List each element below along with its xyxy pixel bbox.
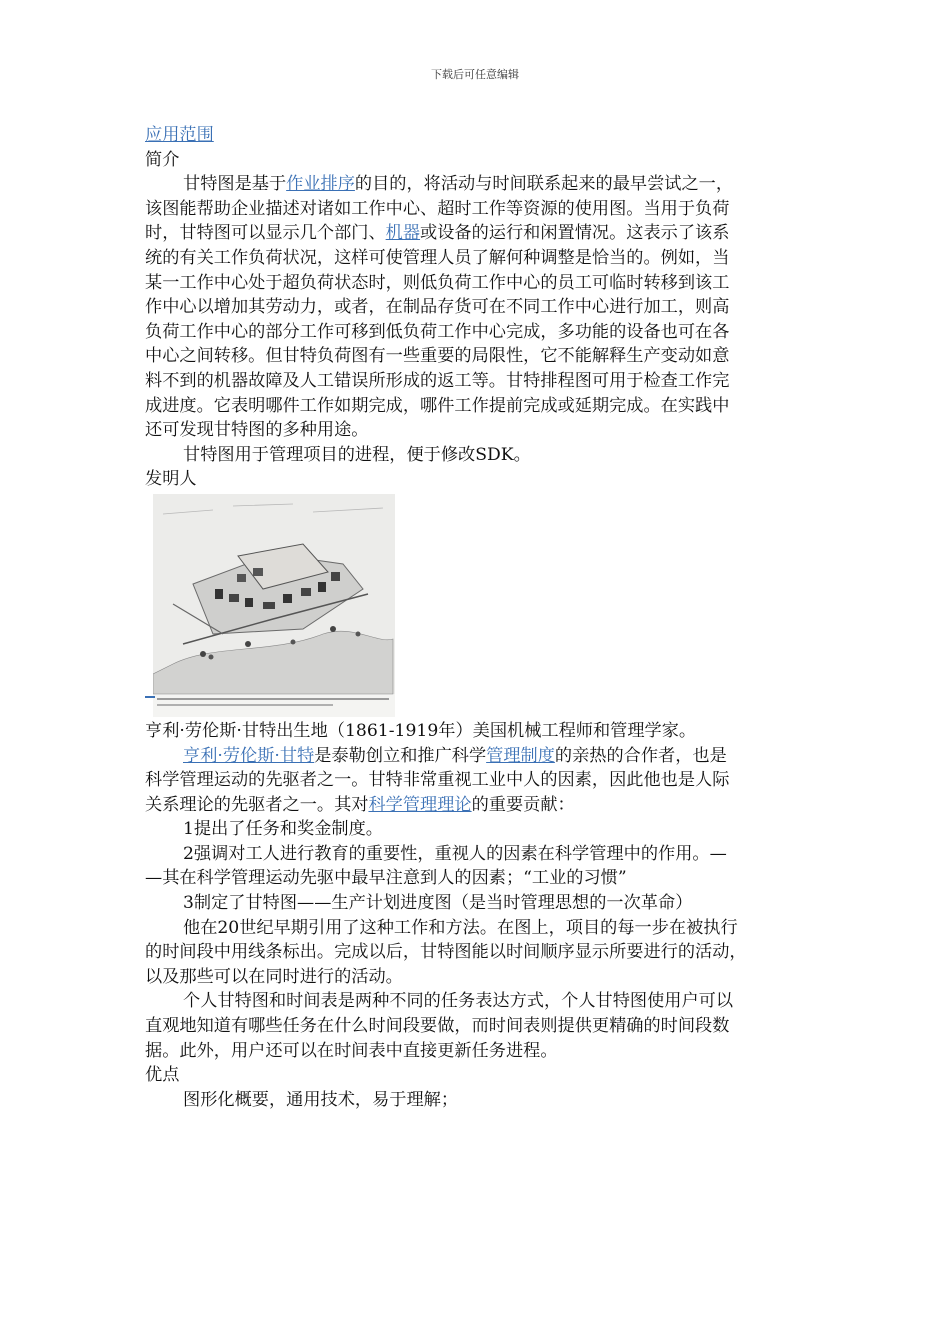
intro-line: 负荷工作中心的部分工作可移到低负荷工作中心完成，多功能的设备也可在各 xyxy=(145,321,730,342)
intro-line: 甘特图是基于作业排序的目的，将活动与时间联系起来的最早尝试之一， xyxy=(183,174,734,195)
inventor-line: 科学管理运动的先驱者之一。甘特非常重视工业中人的因素，因此他也是人际 xyxy=(145,770,730,791)
intro-line: 某一工作中心处于超负荷状态时，则低负荷工作中心的员工可临时转移到该工 xyxy=(145,272,730,293)
inventor-line: 亨利·劳伦斯·甘特是泰勒创立和推广科学管理制度的亲热的合作者，也是 xyxy=(183,745,727,766)
contribution-item: —其在科学管理运动先驱中最早注意到人的因素；“工业的习惯” xyxy=(145,868,627,889)
gantt-person-link[interactable]: 亨利·劳伦斯·甘特 xyxy=(183,745,315,766)
machine-link[interactable]: 机器 xyxy=(385,223,421,244)
intro-line: 中心之间转移。但甘特负荷图有一些重要的局限性，它不能解释生产变动如意 xyxy=(145,346,730,367)
intro-line: 成进度。它表明哪件工作如期完成，哪件工作提前完成或延期完成。在实践中 xyxy=(145,395,730,416)
intro-line: 统的有关工作负荷状况，这样可使管理人员了解何种调整是恰当的。例如，当 xyxy=(145,247,730,268)
document-body xyxy=(145,123,815,1112)
inventor-line: 他在20世纪早期引用了这种工作和方法。在图上，项目的每一步在被执行 xyxy=(183,917,738,938)
inventor-line: 以及那些可以在同时进行的活动。 xyxy=(145,966,403,987)
inventor-caption: 亨利·劳伦斯·甘特出生地（1861-1919年）美国机械工程师和管理学家。 xyxy=(145,720,697,741)
contribution-item: 1提出了任务和奖金制度。 xyxy=(183,819,383,840)
job-sequencing-link[interactable]: 作业排序 xyxy=(286,174,355,195)
contribution-item: 2强调对工人进行教育的重要性，重视人的因素在科学管理中的作用。— xyxy=(183,843,727,864)
intro-line: 时，甘特图可以显示几个部门、机器或设备的运行和闲置情况。这表示了该系 xyxy=(145,223,730,244)
management-system-link[interactable]: 管理制度 xyxy=(486,745,555,766)
inventor-line: 的时间段中用线条标出。完成以后，甘特图能以时间顺序显示所要进行的活动， xyxy=(145,942,747,963)
birthplace-photo xyxy=(153,494,815,717)
image-link-marker[interactable] xyxy=(145,696,155,698)
contribution-item: 3制定了甘特图——生产计划进度图（是当时管理思想的一次革命） xyxy=(183,893,693,914)
inventor-line: 直观地知道有哪些任务在什么时间段要做，而时间表则提供更精确的时间段数 xyxy=(145,1016,730,1037)
scientific-management-theory-link[interactable]: 科学管理理论 xyxy=(368,794,472,815)
advantages-line: 图形化概要，通用技术，易于理解； xyxy=(183,1089,459,1110)
aerial-sketch-image xyxy=(153,494,395,717)
intro-heading: 简介 xyxy=(145,149,180,170)
inventor-line: 个人甘特图和时间表是两种不同的任务表达方式，个人甘特图使用户可以 xyxy=(183,991,734,1012)
page-header-note: 下载后可任意编辑 xyxy=(431,68,519,81)
intro-line: 作中心以增加其劳动力，或者，在制品存货可在不同工作中心进行加工，则高 xyxy=(145,297,730,318)
inventor-line: 关系理论的先驱者之一。其对科学管理理论的重要贡献： xyxy=(145,794,575,815)
scope-link[interactable]: 应用范围 xyxy=(145,125,214,145)
inventor-line: 据。此外，用户还可以在时间表中直接更新任务进程。 xyxy=(145,1040,558,1061)
intro-line: 料不到的机器故障及人工错误所形成的返工等。甘特排程图可用于检查工作完 xyxy=(145,370,730,391)
intro-line: 还可发现甘特图的多种用途。 xyxy=(145,420,369,441)
inventor-heading: 发明人 xyxy=(145,469,197,490)
intro-line: 甘特图用于管理项目的进程，便于修改SDK。 xyxy=(183,444,531,465)
intro-line: 该图能帮助企业描述对诸如工作中心、超时工作等资源的使用图。当用于负荷 xyxy=(145,198,730,219)
advantages-heading: 优点 xyxy=(145,1065,180,1086)
